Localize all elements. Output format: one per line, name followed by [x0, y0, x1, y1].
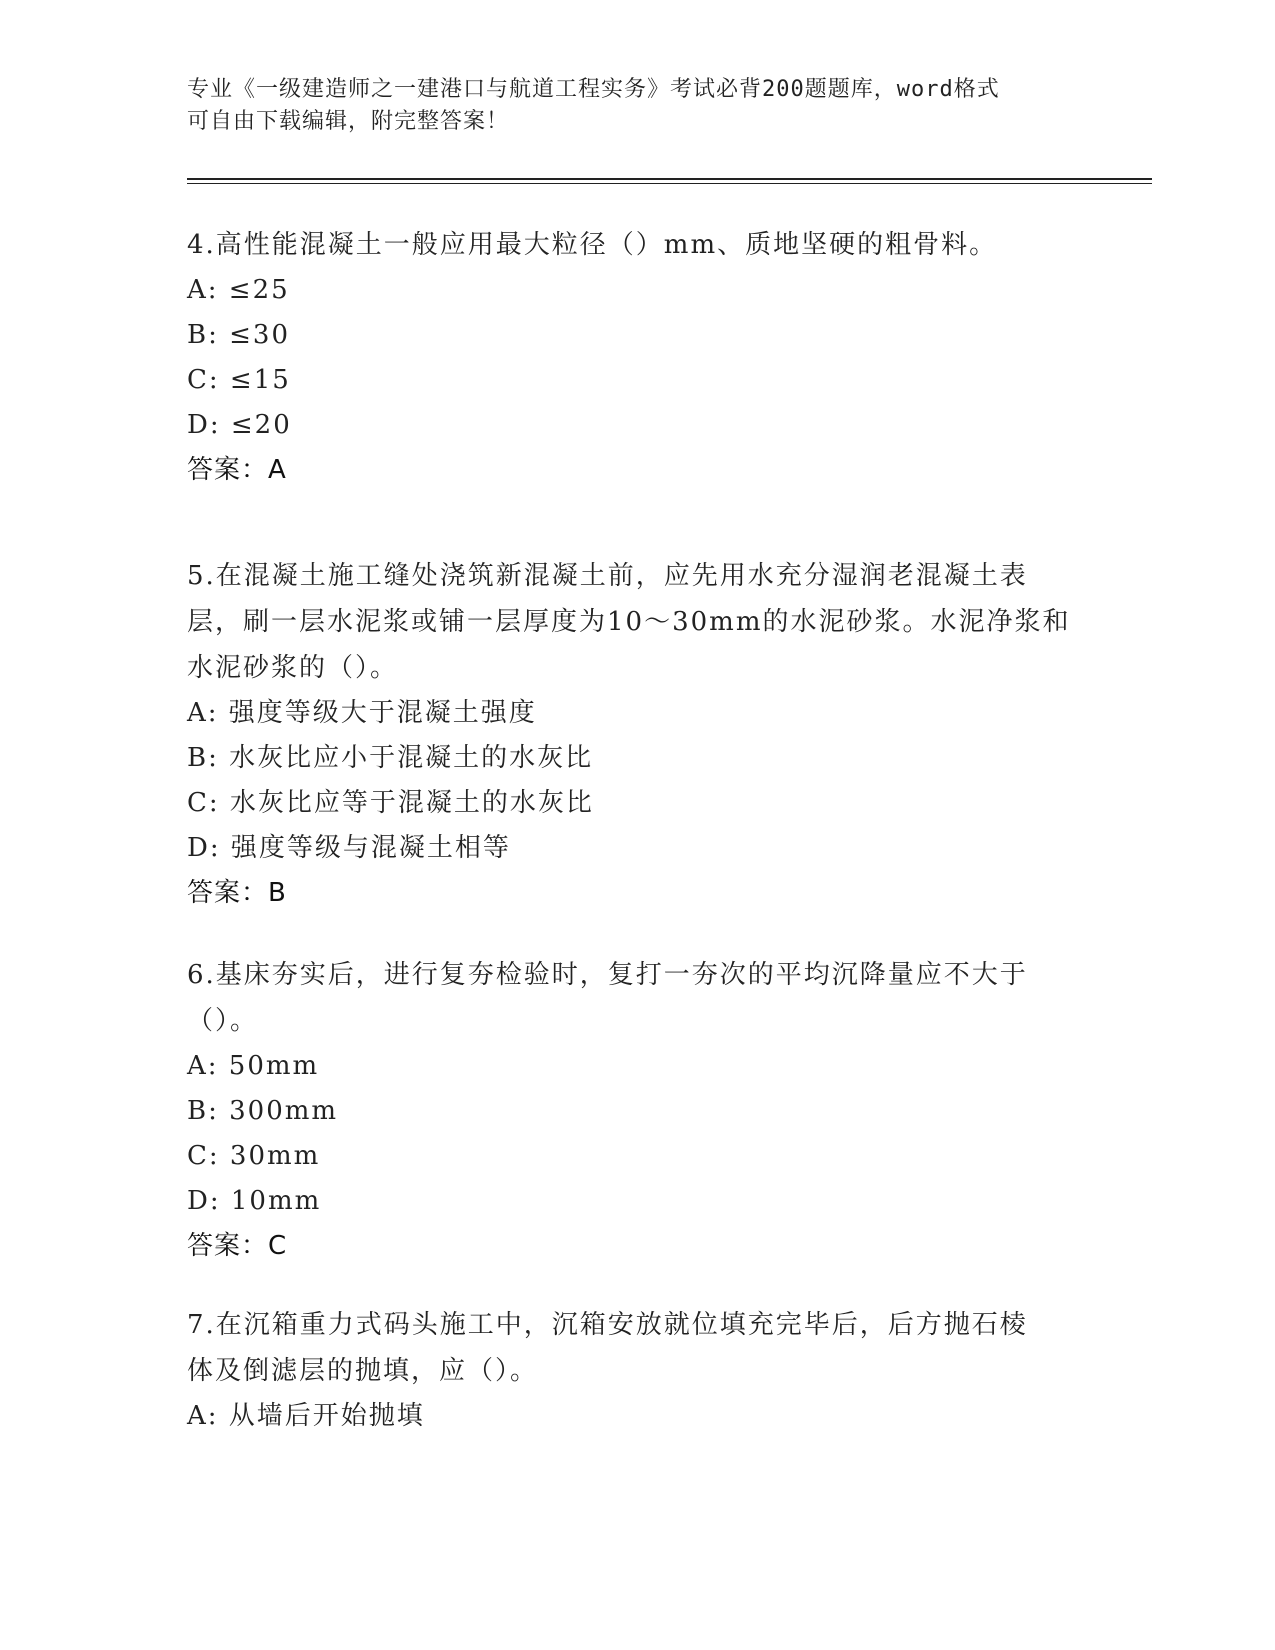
question-stem: [187, 952, 1087, 1044]
question-stem-line: 7.在沉箱重力式码头施工中，沉箱安放就位填充完毕后，后方抛石棱: [187, 1310, 1028, 1340]
answer-label: 答案：C: [187, 1231, 288, 1261]
question-stem: [187, 222, 1087, 268]
question-stem-line: 体及倒滤层的抛填，应（）。: [187, 1356, 539, 1386]
question-stem-line: 层，刷一层水泥浆或铺一层厚度为10～30mm的水泥砂浆。水泥净浆和: [187, 607, 1071, 637]
option-b: B: 水灰比应小于混凝土的水灰比: [187, 743, 594, 773]
option-c: C: ≤15: [187, 365, 291, 395]
option-c: C: 30mm: [187, 1141, 321, 1171]
document-header: [187, 74, 1067, 138]
option-b: B: ≤30: [187, 320, 290, 350]
question-stem: [187, 1302, 1087, 1394]
answer-label: 答案：B: [187, 878, 287, 908]
question-stem-line: 5.在混凝土施工缝处浇筑新混凝土前，应先用水充分湿润老混凝土表: [187, 561, 1028, 591]
question-6: [187, 952, 1087, 1269]
option-a: A: 从墙后开始抛填: [187, 1401, 425, 1431]
question-stem-line: 水泥砂浆的（）。: [187, 653, 399, 683]
option-a: A: 50mm: [187, 1051, 320, 1081]
option-d: D: 强度等级与混凝土相等: [187, 833, 511, 863]
question-4: [187, 222, 1087, 493]
header-divider-thick: [187, 178, 1152, 180]
option-a: A: ≤25: [187, 275, 290, 305]
question-stem-line: 4.高性能混凝土一般应用最大粒径（）mm、质地坚硬的粗骨料。: [187, 230, 998, 260]
header-divider-thin: [187, 183, 1152, 184]
question-stem-line: （）。: [187, 1006, 259, 1036]
option-d: D: 10mm: [187, 1186, 322, 1216]
answer-label: 答案：A: [187, 455, 287, 485]
option-a: A: 强度等级大于混凝土强度: [187, 698, 537, 728]
option-b: B: 300mm: [187, 1096, 339, 1126]
question-5: [187, 553, 1087, 916]
question-7: [187, 1302, 1087, 1439]
header-line-1: 专业《一级建造师之一建港口与航道工程实务》考试必背200题题库，word格式: [187, 77, 1000, 102]
option-c: C: 水灰比应等于混凝土的水灰比: [187, 788, 594, 818]
option-d: D: ≤20: [187, 410, 292, 440]
header-line-2: 可自由下载编辑，附完整答案！: [187, 109, 510, 134]
question-stem-line: 6.基床夯实后，进行复夯检验时，复打一夯次的平均沉降量应不大于: [187, 960, 1028, 990]
question-stem: [187, 553, 1087, 691]
